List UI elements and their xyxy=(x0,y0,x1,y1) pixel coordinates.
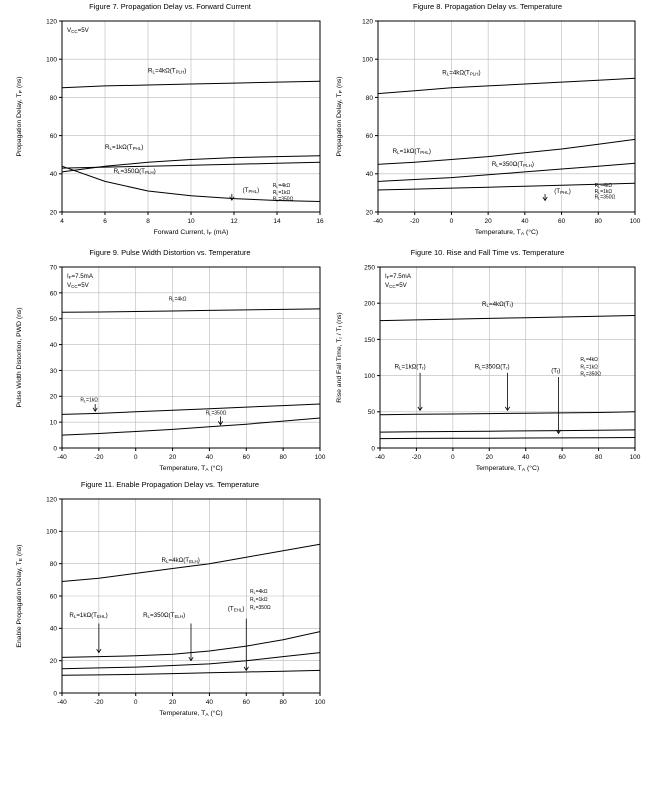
svg-text:RL=350Ω: RL=350Ω xyxy=(205,410,227,417)
svg-text:0: 0 xyxy=(133,699,138,706)
svg-text:10: 10 xyxy=(187,218,195,225)
svg-text:VCC=5V: VCC=5V xyxy=(67,27,89,34)
svg-text:RL=350Ω: RL=350Ω xyxy=(580,371,601,378)
svg-text:100: 100 xyxy=(364,373,375,380)
svg-text:100: 100 xyxy=(46,528,57,536)
figure-9-plot xyxy=(10,257,330,482)
svg-text:RL=4kΩ(TPLH): RL=4kΩ(TPLH) xyxy=(442,69,481,77)
svg-text:-20: -20 xyxy=(94,454,104,461)
figure-10-plot xyxy=(330,257,645,482)
svg-text:RL=350Ω(TPLH): RL=350Ω(TPLH) xyxy=(491,161,534,169)
svg-text:Propagation Delay, TP (ns): Propagation Delay, TP (ns) xyxy=(336,76,345,157)
svg-text:60: 60 xyxy=(49,133,57,140)
svg-text:RL=1kΩ(TPHL): RL=1kΩ(TPHL) xyxy=(105,143,144,151)
svg-text:100: 100 xyxy=(629,454,641,461)
svg-text:0: 0 xyxy=(449,218,454,225)
svg-text:RL=350Ω: RL=350Ω xyxy=(594,194,616,201)
svg-text:RL=350Ω(Tr): RL=350Ω(Tr) xyxy=(474,363,510,371)
svg-text:20: 20 xyxy=(49,393,57,401)
svg-text:40: 40 xyxy=(365,171,373,179)
svg-text:40: 40 xyxy=(49,625,57,633)
svg-text:IF=7.5mA: IF=7.5mA xyxy=(67,273,93,280)
svg-text:12: 12 xyxy=(230,218,238,225)
figure-11-plot xyxy=(10,489,330,729)
svg-text:RL=1kΩ: RL=1kΩ xyxy=(249,596,268,603)
svg-text:RL=4kΩ: RL=4kΩ xyxy=(594,183,613,190)
figure-11-svg xyxy=(10,489,330,729)
svg-text:30: 30 xyxy=(49,367,57,375)
svg-text:100: 100 xyxy=(629,218,641,225)
svg-text:-20: -20 xyxy=(411,454,422,461)
figure-8-svg xyxy=(330,11,645,246)
figure-9-svg xyxy=(10,257,330,482)
svg-text:14: 14 xyxy=(273,218,281,225)
svg-text:RL=1kΩ(TPHL): RL=1kΩ(TPHL) xyxy=(392,147,431,155)
svg-text:10: 10 xyxy=(49,419,57,427)
svg-text:8: 8 xyxy=(146,218,150,225)
svg-text:40: 40 xyxy=(205,699,214,706)
svg-text:VCC=5V: VCC=5V xyxy=(385,282,407,289)
svg-text:150: 150 xyxy=(364,336,375,344)
svg-text:80: 80 xyxy=(279,699,287,706)
svg-text:80: 80 xyxy=(594,218,602,225)
svg-text:0: 0 xyxy=(371,445,375,453)
svg-text:60: 60 xyxy=(49,593,57,601)
svg-text:200: 200 xyxy=(364,300,375,308)
svg-text:20: 20 xyxy=(49,658,57,666)
svg-text:RL=4kΩ: RL=4kΩ xyxy=(272,183,291,190)
svg-text:40: 40 xyxy=(49,341,57,349)
svg-text:4: 4 xyxy=(60,218,64,225)
svg-text:RL=1kΩ(Tr): RL=1kΩ(Tr) xyxy=(394,363,426,371)
svg-text:RL=1kΩ: RL=1kΩ xyxy=(594,188,613,195)
svg-text:40: 40 xyxy=(522,454,530,461)
figure-9-title: Figure 9. Pulse Width Distortion vs. Temperature xyxy=(89,248,251,257)
svg-text:80: 80 xyxy=(279,454,287,461)
svg-text:100: 100 xyxy=(314,454,326,461)
svg-text:Pulse Width Distortion, PWD (n: Pulse Width Distortion, PWD (ns) xyxy=(16,307,23,408)
svg-text:Temperature, TA (°C): Temperature, TA (°C) xyxy=(159,465,223,474)
svg-text:-40: -40 xyxy=(57,454,67,461)
figure-7-svg xyxy=(10,11,330,246)
svg-text:Propagation Delay, TP (ns): Propagation Delay, TP (ns) xyxy=(16,76,25,157)
svg-text:-40: -40 xyxy=(373,218,383,225)
figure-10 xyxy=(330,248,645,482)
svg-text:80: 80 xyxy=(594,454,603,461)
svg-text:RL=4kΩ: RL=4kΩ xyxy=(168,296,187,303)
svg-text:40: 40 xyxy=(521,218,529,225)
svg-text:Temperature, TA (°C): Temperature, TA (°C) xyxy=(474,229,539,238)
svg-text:16: 16 xyxy=(316,218,324,225)
svg-text:20: 20 xyxy=(49,209,57,217)
svg-text:100: 100 xyxy=(46,56,57,64)
svg-text:80: 80 xyxy=(365,94,373,102)
svg-text:80: 80 xyxy=(49,561,57,569)
svg-text:RL=350Ω: RL=350Ω xyxy=(272,196,294,203)
svg-text:6: 6 xyxy=(103,218,107,225)
svg-text:RL=4kΩ(Tr): RL=4kΩ(Tr) xyxy=(482,301,514,309)
svg-text:0: 0 xyxy=(133,454,138,461)
svg-text:RL=4kΩ(TPLH): RL=4kΩ(TPLH) xyxy=(148,67,187,75)
svg-text:0: 0 xyxy=(53,445,57,453)
svg-text:60: 60 xyxy=(557,218,566,225)
svg-text:Forward Current, IF (mA): Forward Current, IF (mA) xyxy=(153,229,229,238)
svg-text:60: 60 xyxy=(365,133,373,140)
svg-text:RL=4kΩ(TELH): RL=4kΩ(TELH) xyxy=(161,557,200,565)
svg-text:0: 0 xyxy=(451,454,455,461)
figure-8-title: Figure 8. Propagation Delay vs. Temperature xyxy=(412,2,563,11)
svg-text:(TPHL): (TPHL) xyxy=(242,186,260,194)
svg-text:RL=350Ω(TELH): RL=350Ω(TELH) xyxy=(143,612,186,620)
svg-text:250: 250 xyxy=(364,264,375,272)
svg-text:-40: -40 xyxy=(57,699,67,706)
svg-text:100: 100 xyxy=(314,699,326,706)
svg-text:40: 40 xyxy=(205,454,214,461)
svg-text:120: 120 xyxy=(46,18,57,26)
svg-text:60: 60 xyxy=(558,454,566,461)
svg-text:RL=1kΩ: RL=1kΩ xyxy=(272,189,291,196)
svg-text:RL=1kΩ(TEHL): RL=1kΩ(TEHL) xyxy=(69,612,108,620)
svg-text:-20: -20 xyxy=(94,699,104,706)
svg-text:40: 40 xyxy=(49,171,57,179)
svg-text:100: 100 xyxy=(362,56,373,64)
svg-text:50: 50 xyxy=(49,316,57,324)
figure-10-svg xyxy=(330,257,645,482)
svg-text:RL=350Ω(TPLH): RL=350Ω(TPLH) xyxy=(113,167,156,175)
svg-text:RL=350Ω: RL=350Ω xyxy=(249,604,271,611)
svg-text:IF=7.5mA: IF=7.5mA xyxy=(385,273,411,280)
svg-text:120: 120 xyxy=(46,496,57,504)
figure-7-plot xyxy=(10,11,330,246)
svg-text:RL=1kΩ: RL=1kΩ xyxy=(80,397,99,404)
svg-text:Temperature, TA (°C): Temperature, TA (°C) xyxy=(159,710,223,719)
svg-text:20: 20 xyxy=(168,699,177,706)
figure-10-title: Figure 10. Rise and Fall Time vs. Temperature xyxy=(410,248,565,257)
svg-text:60: 60 xyxy=(242,699,250,706)
svg-text:60: 60 xyxy=(242,454,250,461)
svg-text:-40: -40 xyxy=(375,454,385,461)
svg-text:(TEHL): (TEHL) xyxy=(227,605,245,613)
svg-text:Enable Propagation Delay, TE (: Enable Propagation Delay, TE (ns) xyxy=(16,544,25,648)
figure-7-title: Figure 7. Propagation Delay vs. Forward Current xyxy=(89,2,251,11)
svg-text:20: 20 xyxy=(365,209,373,217)
svg-text:(TPHL): (TPHL) xyxy=(554,187,571,195)
svg-text:RL=4kΩ: RL=4kΩ xyxy=(249,588,268,595)
figure-8-plot xyxy=(330,11,645,246)
figure-8 xyxy=(330,2,645,246)
figure-7 xyxy=(10,2,330,246)
svg-text:-20: -20 xyxy=(410,218,420,225)
svg-text:Rise and Fall Time, Tr / Tf (n: Rise and Fall Time, Tr / Tf (ns) xyxy=(336,312,345,403)
svg-text:120: 120 xyxy=(362,18,373,26)
svg-text:0: 0 xyxy=(53,690,57,698)
svg-text:(Tf): (Tf) xyxy=(551,367,561,375)
svg-text:VCC=5V: VCC=5V xyxy=(67,282,89,289)
svg-text:RL=4kΩ: RL=4kΩ xyxy=(580,357,598,364)
svg-text:80: 80 xyxy=(49,94,57,102)
svg-text:60: 60 xyxy=(49,290,57,298)
svg-text:Temperature, TA (°C): Temperature, TA (°C) xyxy=(475,465,540,474)
svg-text:RL=1kΩ: RL=1kΩ xyxy=(580,364,598,371)
svg-text:20: 20 xyxy=(484,218,492,225)
figure-11 xyxy=(10,480,330,729)
svg-text:50: 50 xyxy=(367,409,375,417)
figure-11-title: Figure 11. Enable Propagation Delay vs. Temperature xyxy=(80,480,260,489)
svg-text:70: 70 xyxy=(49,264,57,272)
svg-text:20: 20 xyxy=(168,454,177,461)
svg-text:20: 20 xyxy=(485,454,493,461)
figure-9 xyxy=(10,248,330,482)
